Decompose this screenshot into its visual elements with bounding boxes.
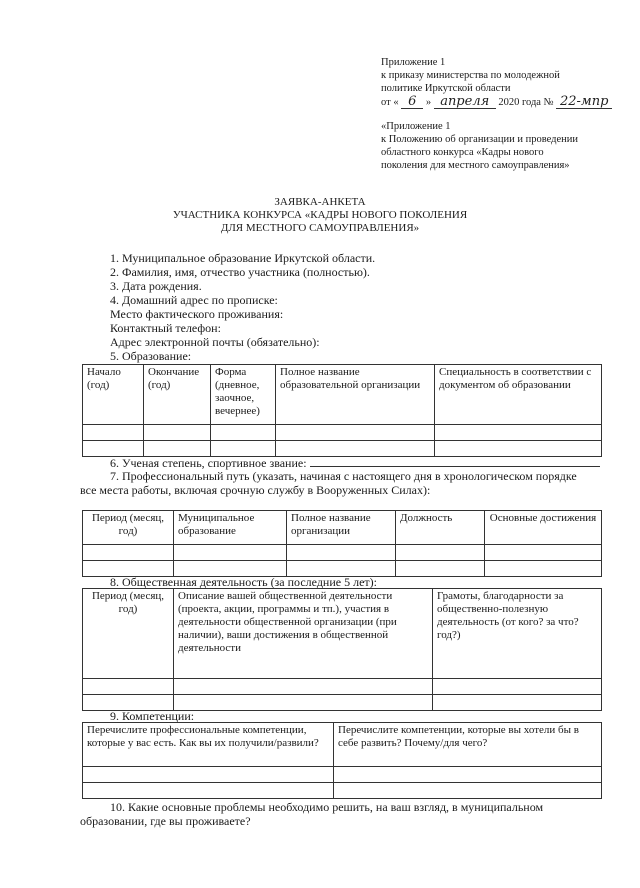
- table-cell[interactable]: [83, 425, 144, 441]
- field-full-name: 2. Фамилия, имя, отчество участника (полностью).: [110, 265, 370, 279]
- career-col-municipality: Муниципальное образование: [174, 511, 287, 545]
- education-col-organization: Полное название образовательной организации: [276, 365, 435, 425]
- field-education: 5. Образование:: [110, 349, 192, 363]
- field-actual-address: Место фактического проживания:: [110, 307, 284, 321]
- social-col-awards: Грамоты, благодарности за общественно-полезную деятельность (от кого? за что? год?): [433, 589, 602, 679]
- field-degree: 6. Ученая степень, спортивное звание:: [110, 456, 307, 470]
- table-row: [83, 783, 602, 799]
- title-line-1: ЗАЯВКА-АНКЕТА: [274, 196, 366, 208]
- field-municipality: 1. Муниципальное образование Иркутской области.: [110, 251, 376, 265]
- field-social: 8. Общественная деятельность (за последние 5 лет):: [110, 575, 377, 589]
- table-row: [83, 767, 602, 783]
- field-competences: 9. Компетенции:: [110, 709, 195, 723]
- problems-line-2: образовании, где вы проживаете?: [80, 814, 251, 828]
- table-cell[interactable]: [174, 679, 433, 695]
- social-col-description: Описание вашей общественной деятельности (проекта, акции, программы и тп.), участия в деятельности общественной организации (при наличии), ваши достижения в общественной деятельности: [174, 589, 433, 679]
- career-line-1: 7. Профессиональный путь (указать, начиная с настоящего дня в хронологическом порядке: [110, 469, 577, 483]
- table-cell[interactable]: [433, 679, 602, 695]
- competence-table: [82, 722, 602, 799]
- date-day: 6: [401, 95, 423, 109]
- table-row: [83, 545, 602, 561]
- table-cell[interactable]: [396, 561, 485, 577]
- table-cell[interactable]: [334, 783, 602, 799]
- title-line-2: УЧАСТНИКА КОНКУРСА «КАДРЫ НОВОГО ПОКОЛЕНИЯ: [172, 209, 468, 221]
- field-birth-date: 3. Дата рождения.: [110, 279, 202, 293]
- table-cell[interactable]: [83, 783, 334, 799]
- appendix2-line-1: к Положению об организации и проведении: [381, 134, 578, 145]
- document-title: [0, 196, 640, 235]
- table-cell[interactable]: [83, 767, 334, 783]
- career-col-period: Период (месяц, год): [83, 511, 174, 545]
- career-line-2: все места работы, включая срочную службу в Вооруженных Силах):: [80, 483, 431, 497]
- education-col-specialty: Специальность в соответствии с документом об образовании: [435, 365, 602, 425]
- field-career: [80, 469, 610, 497]
- table-row: [83, 679, 602, 695]
- appendix2-line-2: областного конкурса «Кадры нового: [381, 147, 544, 158]
- appendix2-line-3: поколения для местного самоуправления»: [381, 160, 570, 171]
- table-row: [83, 425, 602, 441]
- career-col-achievements: Основные достижения: [485, 511, 602, 545]
- table-cell[interactable]: [83, 545, 174, 561]
- field-home-address: 4. Домашний адрес по прописке:: [110, 293, 278, 307]
- appendix2-title: «Приложение 1: [381, 121, 451, 132]
- competence-col-current: Перечислите профессиональные компетенции, которые у вас есть. Как вы их получили/развили?: [83, 723, 334, 767]
- table-cell[interactable]: [433, 695, 602, 711]
- education-table: [82, 364, 602, 457]
- field-problems: [80, 800, 610, 828]
- table-cell[interactable]: [144, 425, 211, 441]
- table-cell[interactable]: [334, 767, 602, 783]
- date-year: 2020 года №: [498, 97, 554, 108]
- title-line-3: ДЛЯ МЕСТНОГО САМОУПРАВЛЕНИЯ»: [220, 222, 420, 234]
- order-number: 22-мпр: [556, 95, 612, 109]
- table-cell[interactable]: [83, 679, 174, 695]
- table-cell[interactable]: [435, 425, 602, 441]
- table-cell[interactable]: [485, 561, 602, 577]
- table-cell[interactable]: [174, 695, 433, 711]
- table-cell[interactable]: [396, 545, 485, 561]
- table-cell[interactable]: [174, 545, 287, 561]
- social-activity-table: [82, 588, 602, 711]
- table-cell[interactable]: [276, 425, 435, 441]
- degree-underline[interactable]: [310, 455, 600, 467]
- appendix-line-2: политике Иркутской области: [381, 83, 511, 94]
- table-cell[interactable]: [485, 545, 602, 561]
- education-col-start: Начало (год): [83, 365, 144, 425]
- education-col-form: Форма (дневное, заочное, вечернее): [211, 365, 276, 425]
- appendix-regulation-block: [381, 120, 578, 172]
- career-col-position: Должность: [396, 511, 485, 545]
- date-month: апреля: [434, 95, 496, 109]
- social-col-period: Период (месяц, год): [83, 589, 174, 679]
- date-prefix: от «: [381, 97, 399, 108]
- field-degree-line: [110, 455, 600, 470]
- appendix-date-line: [381, 95, 612, 109]
- education-col-end: Окончание (год): [144, 365, 211, 425]
- appendix-title: Приложение 1: [381, 57, 446, 68]
- field-email: Адрес электронной почты (обязательно):: [110, 335, 320, 349]
- appendix-line-1: к приказу министерства по молодежной: [381, 70, 560, 81]
- table-cell[interactable]: [287, 545, 396, 561]
- career-col-organization: Полное название организации: [287, 511, 396, 545]
- career-table: [82, 510, 602, 577]
- date-day-close: »: [425, 97, 432, 108]
- competence-col-desired: Перечислите компетенции, которые вы хотели бы в себе развить? Почему/для чего?: [334, 723, 602, 767]
- problems-line-1: 10. Какие основные проблемы необходимо решить, на ваш взгляд, в муниципальном: [110, 800, 544, 814]
- field-phone: Контактный телефон:: [110, 321, 221, 335]
- table-cell[interactable]: [211, 425, 276, 441]
- field-list: [110, 251, 375, 363]
- appendix-order-block: [381, 56, 612, 109]
